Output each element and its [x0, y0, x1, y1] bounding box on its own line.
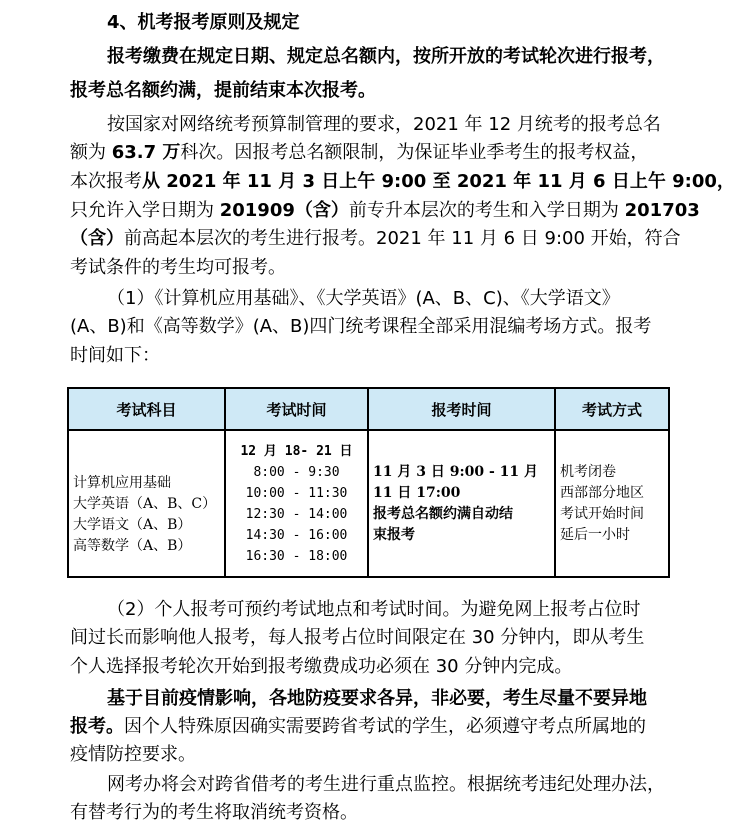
- header-subject: 考试科目: [68, 388, 225, 430]
- table-header-row: [68, 388, 669, 430]
- mode-line: 考试开始时间: [560, 505, 644, 522]
- exam-time-cell: [225, 430, 368, 577]
- para1-line1: 报考缴费在规定日期、规定总名额内，按所开放的考试轮次进行报考，: [107, 46, 665, 67]
- para2-line1: 按国家对网络统考预算制管理的要求，2021 年 12 月统考的报考总名: [107, 114, 661, 135]
- para4-line3: 个人选择报考轮次开始到报考缴费成功必须在 30 分钟内完成。: [70, 656, 573, 677]
- mode-line: 机考闭卷: [560, 463, 616, 480]
- quota-value: 63.7 万: [111, 142, 181, 163]
- exam-slot: 12:30 - 14:00: [245, 506, 348, 522]
- header-exam-time: 考试时间: [225, 388, 368, 430]
- para2-l5b: 前高起本层次的考生进行报考。2021 年 11 月 6 日 9:00 开始，符合: [124, 228, 681, 249]
- exam-slot: 16:30 - 18:00: [245, 548, 348, 564]
- table-row: [68, 430, 669, 577]
- para3-line3: 时间如下：: [70, 345, 160, 366]
- subject-item: 计算机应用基础: [73, 474, 171, 491]
- para1-line2: 报考总名额约满，提前结束本次报考。: [70, 80, 376, 101]
- para5-l2a: 报考。: [70, 716, 124, 737]
- mode-line: 西部部分地区: [560, 484, 644, 501]
- para3-line1: （1）《计算机应用基础》、《大学英语》(A、B、C)、《大学语文》: [107, 288, 620, 309]
- section-heading: 4、机考报考原则及规定: [107, 12, 300, 33]
- para2-l2a: 额为: [70, 142, 112, 163]
- para5-line2: [70, 714, 646, 740]
- para4-line1: （2）个人报考可预约考试地点和考试时间。为避免网上报考占位时: [107, 599, 641, 620]
- exam-mode-cell: [555, 430, 669, 577]
- para3-line2: (A、B)和《高等数学》(A、B)四门统考课程全部采用混编考场方式。报考: [70, 316, 652, 337]
- para4-line2: 间过长而影响他人报考，每人报考占位时间限定在 30 分钟内，即从考生: [70, 627, 645, 648]
- exam-slot: 8:00 - 9:30: [253, 464, 340, 480]
- subject-item: 大学英语（A、B、C）: [73, 495, 217, 512]
- para2-line4: [70, 198, 700, 224]
- register-line: 11 月 3 日 9:00 - 11 月: [373, 463, 539, 480]
- para6-line2: 有替考行为的考生将取消统考资格。: [70, 802, 358, 823]
- para5-l2b: 因个人特殊原因确实需要跨省考试的学生，必须遵守考点所属地的: [124, 716, 646, 737]
- registration-period: 从 2021 年 11 月 3 日上午 9:00 至 2021 年 11 月 6 日上午 9:00，: [142, 171, 735, 192]
- para2-line6: 考试条件的考生均可报考。: [70, 257, 286, 278]
- para2-line3: [70, 169, 735, 195]
- enroll-date-2: 201703: [624, 200, 700, 221]
- header-exam-mode: 考试方式: [555, 388, 669, 430]
- mode-line: 延后一小时: [560, 526, 630, 543]
- exam-slot: 14:30 - 16:00: [245, 527, 348, 543]
- para2-l4a: 只允许入学日期为: [70, 200, 220, 221]
- register-time-cell: [368, 430, 555, 577]
- subjects-cell: [68, 430, 225, 577]
- subject-item: 高等数学（A、B）: [73, 537, 192, 554]
- para5-line3: 疫情防控要求。: [70, 744, 196, 765]
- header-register-time: 报考时间: [368, 388, 555, 430]
- para2-l3a: 本次报考: [70, 171, 142, 192]
- para2-line5: [70, 226, 681, 252]
- para5-line1: 基于目前疫情影响，各地防疫要求各异，非必要，考生尽量不要异地: [107, 688, 647, 709]
- register-line: 报考总名额约满自动结: [373, 505, 513, 522]
- register-line: 束报考: [373, 526, 415, 543]
- para6-line1: 网考办将会对跨省借考的考生进行重点监控。根据统考违纪处理办法，: [107, 774, 665, 795]
- subject-item: 大学语文（A、B）: [73, 516, 192, 533]
- exam-slot: 10:00 - 11:30: [245, 485, 348, 501]
- exam-date: 12 月 18- 21 日: [240, 443, 353, 459]
- register-line: 11 日 17:00: [373, 484, 461, 501]
- para2-l5a: （含）: [70, 228, 124, 249]
- para2-line2: [70, 140, 648, 166]
- enroll-date-1: 201909（含）: [219, 200, 349, 221]
- para2-l4c: 前专升本层次的考生和入学日期为: [348, 200, 625, 221]
- schedule-table: [67, 387, 670, 578]
- para2-l2c: 科次。因报考总名额限制，为保证毕业季考生的报考权益，: [180, 142, 649, 163]
